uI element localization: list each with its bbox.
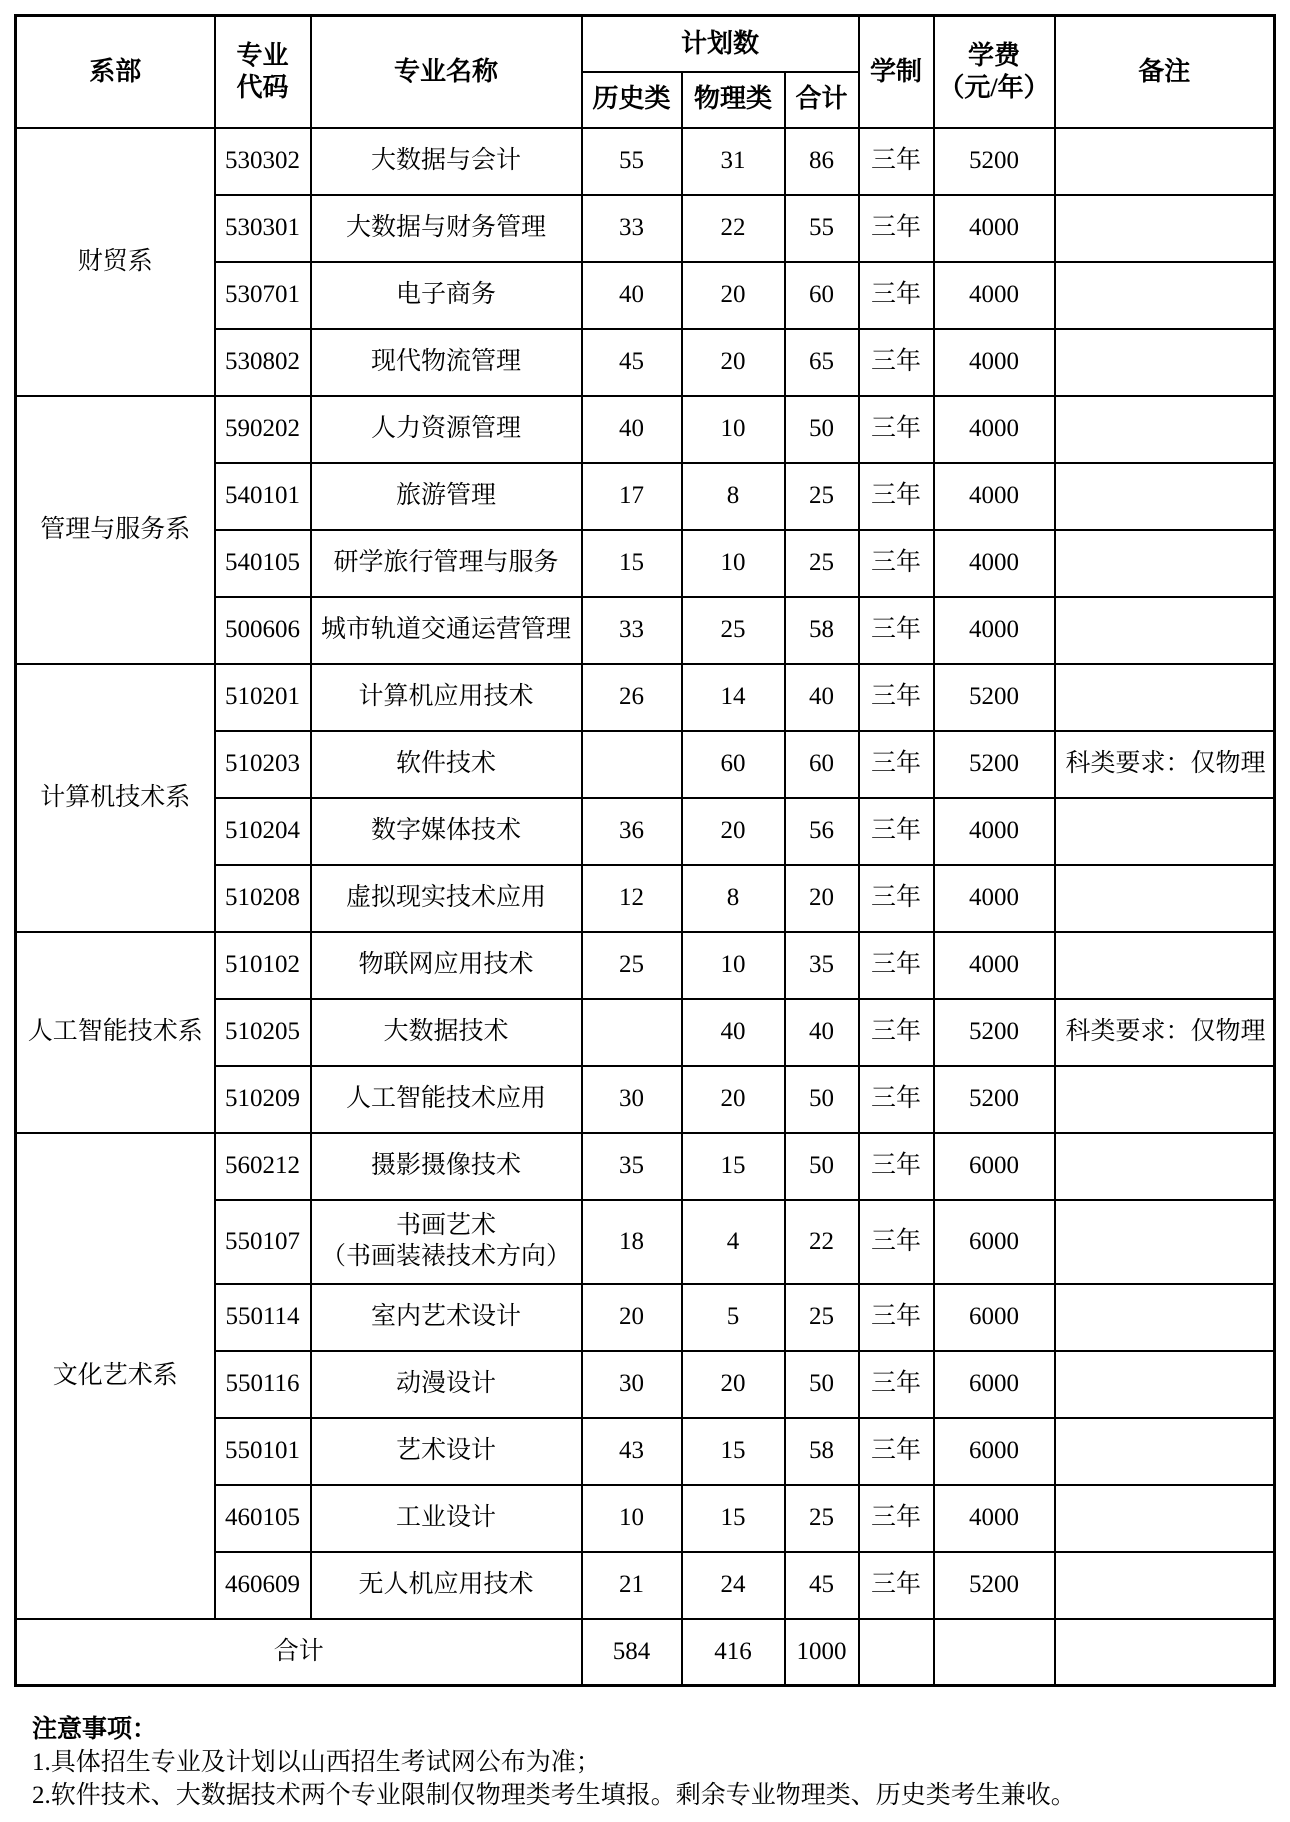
duration-cell: 三年	[859, 1200, 934, 1284]
total-label-cell: 合计	[16, 1619, 582, 1686]
remark-cell	[1055, 1066, 1275, 1133]
total-count-cell: 65	[785, 329, 859, 396]
physics-count-cell: 5	[682, 1284, 785, 1351]
notes-title: 注意事项：	[32, 1716, 158, 1743]
total-tuition-cell	[934, 1619, 1055, 1686]
physics-count-cell: 22	[682, 195, 785, 262]
major-code-cell: 530301	[215, 195, 311, 262]
enrollment-plan-table	[14, 14, 1276, 1687]
tuition-cell: 5200	[934, 1066, 1055, 1133]
tuition-cell: 4000	[934, 932, 1055, 999]
major-code-cell: 510204	[215, 798, 311, 865]
history-count-cell: 43	[582, 1418, 682, 1485]
total-count-cell: 86	[785, 128, 859, 195]
physics-count-cell: 10	[682, 396, 785, 463]
duration-cell: 三年	[859, 329, 934, 396]
physics-count-cell: 15	[682, 1485, 785, 1552]
total-history-cell: 584	[582, 1619, 682, 1686]
remark-cell	[1055, 262, 1275, 329]
duration-cell: 三年	[859, 999, 934, 1066]
remark-cell	[1055, 1418, 1275, 1485]
remark-cell	[1055, 1552, 1275, 1619]
duration-cell: 三年	[859, 396, 934, 463]
major-name-cell: 城市轨道交通运营管理	[311, 597, 582, 664]
major-name-cell: 动漫设计	[311, 1351, 582, 1418]
tuition-cell: 4000	[934, 530, 1055, 597]
major-name-line1: 书画艺术	[395, 1212, 496, 1239]
duration-cell: 三年	[859, 463, 934, 530]
history-count-cell: 33	[582, 597, 682, 664]
total-remark-cell	[1055, 1619, 1275, 1686]
table-row	[16, 932, 1275, 999]
history-count-cell: 30	[582, 1066, 682, 1133]
header-physics: 物理类	[682, 72, 785, 128]
total-count-cell: 20	[785, 865, 859, 932]
major-code-cell: 550114	[215, 1284, 311, 1351]
major-name-cell: 工业设计	[311, 1485, 582, 1552]
major-name-line2: （书画装裱技术方向）	[320, 1242, 571, 1270]
duration-cell: 三年	[859, 865, 934, 932]
major-code-cell: 530302	[215, 128, 311, 195]
header-plan-count: 计划数	[582, 16, 859, 72]
duration-cell: 三年	[859, 798, 934, 865]
physics-count-cell: 15	[682, 1418, 785, 1485]
note-item: 1.具体招生专业及计划以山西招生考试网公布为准；	[32, 1749, 601, 1776]
header-history: 历史类	[582, 72, 682, 128]
history-count-cell: 18	[582, 1200, 682, 1284]
duration-cell: 三年	[859, 262, 934, 329]
physics-count-cell: 31	[682, 128, 785, 195]
total-count-cell: 40	[785, 999, 859, 1066]
total-count-cell: 25	[785, 530, 859, 597]
tuition-cell: 6000	[934, 1133, 1055, 1200]
history-count-cell: 12	[582, 865, 682, 932]
major-name-cell: 旅游管理	[311, 463, 582, 530]
physics-count-cell: 20	[682, 329, 785, 396]
major-name-cell: 大数据与会计	[311, 128, 582, 195]
major-code-cell: 550116	[215, 1351, 311, 1418]
major-code-cell: 550107	[215, 1200, 311, 1284]
tuition-cell: 4000	[934, 329, 1055, 396]
tuition-cell: 6000	[934, 1284, 1055, 1351]
history-count-cell: 17	[582, 463, 682, 530]
physics-count-cell: 20	[682, 798, 785, 865]
tuition-cell: 4000	[934, 195, 1055, 262]
department-cell: 计算机技术系	[16, 664, 215, 932]
duration-cell: 三年	[859, 195, 934, 262]
remark-cell	[1055, 865, 1275, 932]
total-count-cell: 50	[785, 1066, 859, 1133]
major-code-cell: 560212	[215, 1133, 311, 1200]
tuition-cell: 4000	[934, 597, 1055, 664]
major-code-cell: 510102	[215, 932, 311, 999]
history-count-cell	[582, 999, 682, 1066]
duration-cell: 三年	[859, 1485, 934, 1552]
history-count-cell: 25	[582, 932, 682, 999]
remark-cell	[1055, 1133, 1275, 1200]
department-cell: 文化艺术系	[16, 1133, 215, 1619]
table-row	[16, 396, 1275, 463]
major-code-cell: 510208	[215, 865, 311, 932]
tuition-cell: 5200	[934, 999, 1055, 1066]
major-name-cell: 室内艺术设计	[311, 1284, 582, 1351]
tuition-cell: 4000	[934, 1485, 1055, 1552]
major-code-cell: 530802	[215, 329, 311, 396]
major-code-cell: 540105	[215, 530, 311, 597]
major-code-cell: 590202	[215, 396, 311, 463]
major-name-cell: 软件技术	[311, 731, 582, 798]
major-name-cell: 摄影摄像技术	[311, 1133, 582, 1200]
remark-cell: 科类要求：仅物理	[1055, 731, 1275, 798]
history-count-cell: 33	[582, 195, 682, 262]
history-count-cell: 36	[582, 798, 682, 865]
header-major-code-line2: 代码	[236, 72, 289, 102]
tuition-cell: 4000	[934, 798, 1055, 865]
physics-count-cell: 20	[682, 1066, 785, 1133]
remark-cell	[1055, 1351, 1275, 1418]
duration-cell: 三年	[859, 530, 934, 597]
remark-cell	[1055, 329, 1275, 396]
history-count-cell: 40	[582, 396, 682, 463]
history-count-cell: 21	[582, 1552, 682, 1619]
remark-cell	[1055, 798, 1275, 865]
remark-cell	[1055, 396, 1275, 463]
department-cell: 财贸系	[16, 128, 215, 396]
table-row	[16, 664, 1275, 731]
total-total-cell: 1000	[785, 1619, 859, 1686]
physics-count-cell: 40	[682, 999, 785, 1066]
total-count-cell: 25	[785, 1485, 859, 1552]
major-name-cell: 艺术设计	[311, 1418, 582, 1485]
tuition-cell: 6000	[934, 1418, 1055, 1485]
physics-count-cell: 10	[682, 932, 785, 999]
total-row	[16, 1619, 1275, 1686]
major-code-cell: 510205	[215, 999, 311, 1066]
total-count-cell: 55	[785, 195, 859, 262]
total-count-cell: 56	[785, 798, 859, 865]
major-code-cell: 530701	[215, 262, 311, 329]
physics-count-cell: 24	[682, 1552, 785, 1619]
history-count-cell: 10	[582, 1485, 682, 1552]
duration-cell: 三年	[859, 1066, 934, 1133]
total-duration-cell	[859, 1619, 934, 1686]
total-count-cell: 50	[785, 1351, 859, 1418]
physics-count-cell: 20	[682, 262, 785, 329]
duration-cell: 三年	[859, 597, 934, 664]
header-dept: 系部	[16, 16, 215, 128]
major-name-cell: 虚拟现实技术应用	[311, 865, 582, 932]
physics-count-cell: 10	[682, 530, 785, 597]
tuition-cell: 6000	[934, 1200, 1055, 1284]
remark-cell	[1055, 1200, 1275, 1284]
remark-cell	[1055, 195, 1275, 262]
major-code-cell: 510209	[215, 1066, 311, 1133]
total-count-cell: 58	[785, 597, 859, 664]
history-count-cell: 40	[582, 262, 682, 329]
duration-cell: 三年	[859, 1133, 934, 1200]
remark-cell	[1055, 1284, 1275, 1351]
total-count-cell: 25	[785, 1284, 859, 1351]
header-duration: 学制	[859, 16, 934, 128]
total-count-cell: 40	[785, 664, 859, 731]
total-count-cell: 25	[785, 463, 859, 530]
history-count-cell: 26	[582, 664, 682, 731]
header-total: 合计	[785, 72, 859, 128]
major-name-cell: 研学旅行管理与服务	[311, 530, 582, 597]
physics-count-cell: 60	[682, 731, 785, 798]
major-name-cell	[311, 1200, 582, 1284]
header-row-1	[16, 16, 1275, 72]
major-code-cell: 500606	[215, 597, 311, 664]
header-major-code-line1: 专业	[236, 41, 289, 71]
header-major-name: 专业名称	[311, 16, 582, 128]
physics-count-cell: 14	[682, 664, 785, 731]
duration-cell: 三年	[859, 1552, 934, 1619]
note-item: 2.软件技术、大数据技术两个专业限制仅物理类考生填报。剩余专业物理类、历史类考生兼收。	[32, 1782, 1076, 1809]
remark-cell	[1055, 597, 1275, 664]
remark-cell	[1055, 664, 1275, 731]
tuition-cell: 5200	[934, 1552, 1055, 1619]
total-count-cell: 35	[785, 932, 859, 999]
remark-cell	[1055, 932, 1275, 999]
history-count-cell: 20	[582, 1284, 682, 1351]
physics-count-cell: 8	[682, 865, 785, 932]
duration-cell: 三年	[859, 731, 934, 798]
history-count-cell	[582, 731, 682, 798]
major-name-cell: 大数据技术	[311, 999, 582, 1066]
tuition-cell: 4000	[934, 396, 1055, 463]
major-code-cell: 510201	[215, 664, 311, 731]
remark-cell: 科类要求：仅物理	[1055, 999, 1275, 1066]
duration-cell: 三年	[859, 1284, 934, 1351]
total-count-cell: 60	[785, 731, 859, 798]
history-count-cell: 15	[582, 530, 682, 597]
physics-count-cell: 4	[682, 1200, 785, 1284]
duration-cell: 三年	[859, 1351, 934, 1418]
header-major-code	[215, 16, 311, 128]
major-name-cell: 人力资源管理	[311, 396, 582, 463]
physics-count-cell: 15	[682, 1133, 785, 1200]
major-code-cell: 510203	[215, 731, 311, 798]
physics-count-cell: 25	[682, 597, 785, 664]
major-code-cell: 460105	[215, 1485, 311, 1552]
total-count-cell: 50	[785, 396, 859, 463]
notes-section	[14, 1713, 1290, 1812]
duration-cell: 三年	[859, 932, 934, 999]
history-count-cell: 45	[582, 329, 682, 396]
history-count-cell: 35	[582, 1133, 682, 1200]
major-code-cell: 540101	[215, 463, 311, 530]
tuition-cell: 5200	[934, 664, 1055, 731]
tuition-cell: 4000	[934, 262, 1055, 329]
total-count-cell: 50	[785, 1133, 859, 1200]
physics-count-cell: 8	[682, 463, 785, 530]
header-tuition	[934, 16, 1055, 128]
remark-cell	[1055, 128, 1275, 195]
tuition-cell: 6000	[934, 1351, 1055, 1418]
major-name-cell: 现代物流管理	[311, 329, 582, 396]
tuition-cell: 5200	[934, 731, 1055, 798]
remark-cell	[1055, 463, 1275, 530]
total-count-cell: 45	[785, 1552, 859, 1619]
major-name-cell: 无人机应用技术	[311, 1552, 582, 1619]
major-name-cell: 大数据与财务管理	[311, 195, 582, 262]
major-name-cell: 电子商务	[311, 262, 582, 329]
major-name-cell: 数字媒体技术	[311, 798, 582, 865]
table-row	[16, 1133, 1275, 1200]
header-remark: 备注	[1055, 16, 1275, 128]
tuition-cell: 4000	[934, 865, 1055, 932]
physics-count-cell: 20	[682, 1351, 785, 1418]
header-tuition-line2: （元/年）	[938, 72, 1050, 102]
major-code-cell: 550101	[215, 1418, 311, 1485]
duration-cell: 三年	[859, 128, 934, 195]
total-count-cell: 60	[785, 262, 859, 329]
remark-cell	[1055, 1485, 1275, 1552]
table-row	[16, 128, 1275, 195]
total-count-cell: 22	[785, 1200, 859, 1284]
major-code-cell: 460609	[215, 1552, 311, 1619]
history-count-cell: 30	[582, 1351, 682, 1418]
header-tuition-line1: 学费	[967, 41, 1020, 71]
tuition-cell: 5200	[934, 128, 1055, 195]
department-cell: 人工智能技术系	[16, 932, 215, 1133]
total-count-cell: 58	[785, 1418, 859, 1485]
duration-cell: 三年	[859, 1418, 934, 1485]
department-cell: 管理与服务系	[16, 396, 215, 664]
major-name-cell: 人工智能技术应用	[311, 1066, 582, 1133]
total-physics-cell: 416	[682, 1619, 785, 1686]
major-name-cell: 计算机应用技术	[311, 664, 582, 731]
duration-cell: 三年	[859, 664, 934, 731]
major-name-cell: 物联网应用技术	[311, 932, 582, 999]
remark-cell	[1055, 530, 1275, 597]
history-count-cell: 55	[582, 128, 682, 195]
tuition-cell: 4000	[934, 463, 1055, 530]
